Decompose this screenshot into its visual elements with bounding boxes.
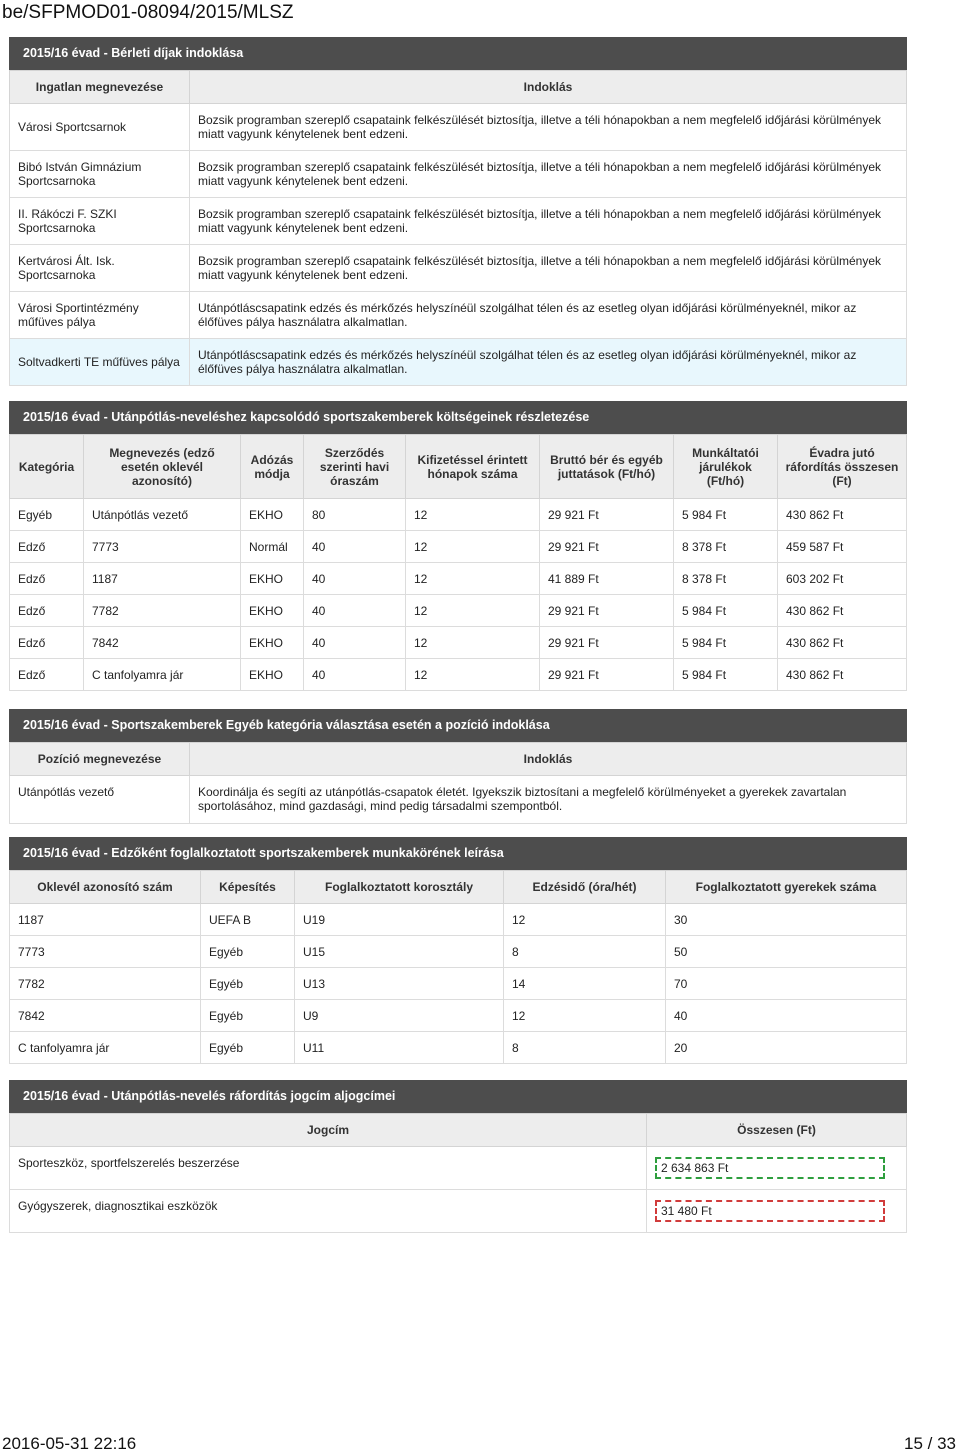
table-cell: 7842 xyxy=(84,627,241,659)
table-row xyxy=(10,1000,907,1032)
section-title: 2015/16 évad - Utánpótlás-nevelés ráfordítás jogcím aljogcímei xyxy=(9,1080,907,1113)
reason-text: Bozsik programban szereplő csapataink felkészülését biztosítja, illetve a téli hónapokban a nem megfelelő időjárási körülmények miatt vagyunk kénytelenek bent edzeni. xyxy=(190,198,907,245)
section-berleti xyxy=(9,37,907,386)
property-name: Városi Sportintézmény műfüves pálya xyxy=(10,292,190,339)
column-header: Adózás módja xyxy=(241,435,304,499)
section-pozicio xyxy=(9,709,907,824)
table-cell: 70 xyxy=(666,968,907,1000)
table-cell: 430 862 Ft xyxy=(778,659,907,691)
footer-page-number: 15 / 33 xyxy=(904,1434,956,1453)
table-cell: EKHO xyxy=(241,499,304,531)
table-cell: 80 xyxy=(304,499,406,531)
table-cell: 8 xyxy=(504,1032,666,1064)
property-name: Városi Sportcsarnok xyxy=(10,104,190,151)
column-header: Indoklás xyxy=(190,743,907,776)
column-header: Megnevezés (edző esetén oklevél azonosító) xyxy=(84,435,241,499)
section-title: 2015/16 évad - Utánpótlás-neveléshez kapcsolódó sportszakemberek költségeinek részletezése xyxy=(9,401,907,434)
table-cell: 1187 xyxy=(10,904,201,936)
table-cell: 29 921 Ft xyxy=(540,659,674,691)
table-cell: 603 202 Ft xyxy=(778,563,907,595)
jogcim-name: Gyógyszerek, diagnosztikai eszközök xyxy=(10,1190,647,1233)
table-cell: 40 xyxy=(304,659,406,691)
table-cell: 12 xyxy=(406,531,540,563)
table-cell: 12 xyxy=(406,659,540,691)
table-cell: 430 862 Ft xyxy=(778,627,907,659)
amount-cell xyxy=(647,1147,907,1190)
table-cell: UEFA B xyxy=(201,904,295,936)
table-cell: 8 378 Ft xyxy=(674,563,778,595)
table-cell: 50 xyxy=(666,936,907,968)
table-cell: Edző xyxy=(10,627,84,659)
column-header: Bruttó bér és egyéb juttatások (Ft/hó) xyxy=(540,435,674,499)
reason-text: Utánpótláscsapatink edzés és mérkőzés helyszínéül szolgálhat télen és az esetleg olyan időjárási körülményeknél, mikor az élőfüves pálya használatra alkalmatlan. xyxy=(190,292,907,339)
footer-datetime: 2016-05-31 22:16 xyxy=(2,1434,137,1453)
column-header: Edzésidő (óra/hét) xyxy=(504,871,666,904)
table-cell: 7782 xyxy=(10,968,201,1000)
table-cell: 7842 xyxy=(10,1000,201,1032)
table-cell: 5 984 Ft xyxy=(674,499,778,531)
table-row xyxy=(10,595,907,627)
table-row xyxy=(10,563,907,595)
column-header: Szerződés szerinti havi óraszám xyxy=(304,435,406,499)
table-cell: 5 984 Ft xyxy=(674,627,778,659)
property-name: Bibó István Gimnázium Sportcsarnoka xyxy=(10,151,190,198)
column-header: Munkáltatói járulékok (Ft/hó) xyxy=(674,435,778,499)
table-cell: U15 xyxy=(295,936,504,968)
table-cell: Edző xyxy=(10,595,84,627)
table-row xyxy=(10,245,907,292)
table-cell: 40 xyxy=(304,595,406,627)
table-row xyxy=(10,531,907,563)
table-cell: 29 921 Ft xyxy=(540,595,674,627)
column-header: Kategória xyxy=(10,435,84,499)
reason-text: Bozsik programban szereplő csapataink felkészülését biztosítja, illetve a téli hónapokban a nem megfelelő időjárási körülmények miatt vagyunk kénytelenek bent edzeni. xyxy=(190,104,907,151)
koltseg-table xyxy=(9,434,907,691)
table-cell: 40 xyxy=(304,563,406,595)
table-cell: 30 xyxy=(666,904,907,936)
table-row xyxy=(10,627,907,659)
table-cell: Egyéb xyxy=(201,1000,295,1032)
table-cell: U13 xyxy=(295,968,504,1000)
reason-text: Utánpótláscsapatink edzés és mérkőzés helyszínéül szolgálhat télen és az esetleg olyan időjárási körülményeknél, mikor az élőfüves pálya használatra alkalmatlan. xyxy=(190,339,907,386)
position-name: Utánpótlás vezető xyxy=(10,776,190,824)
table-row xyxy=(10,151,907,198)
table-row xyxy=(10,1032,907,1064)
table-cell: U11 xyxy=(295,1032,504,1064)
section-title: 2015/16 évad - Sportszakemberek Egyéb kategória választása esetén a pozíció indoklása xyxy=(9,709,907,742)
table-cell: 7773 xyxy=(84,531,241,563)
table-cell: 12 xyxy=(504,904,666,936)
amount-field[interactable]: 31 480 Ft xyxy=(655,1200,885,1222)
table-cell: EKHO xyxy=(241,563,304,595)
table-row xyxy=(10,936,907,968)
document-id: be/SFPMOD01-08094/2015/MLSZ xyxy=(2,2,294,23)
jogcim-table xyxy=(9,1113,907,1233)
table-row xyxy=(10,659,907,691)
table-row xyxy=(10,499,907,531)
column-header: Évadra jutó ráfordítás összesen (Ft) xyxy=(778,435,907,499)
table-cell: U19 xyxy=(295,904,504,936)
column-header: Jogcím xyxy=(10,1114,647,1147)
table-row xyxy=(10,104,907,151)
table-row xyxy=(10,968,907,1000)
column-header: Foglalkoztatott gyerekek száma xyxy=(666,871,907,904)
table-cell: 430 862 Ft xyxy=(778,499,907,531)
table-cell: 40 xyxy=(304,627,406,659)
table-cell: 12 xyxy=(406,563,540,595)
table-cell: 12 xyxy=(504,1000,666,1032)
section-jogcim xyxy=(9,1080,907,1233)
table-cell: 29 921 Ft xyxy=(540,627,674,659)
column-header: Indoklás xyxy=(190,71,907,104)
table-row xyxy=(10,339,907,386)
pozicio-table xyxy=(9,742,907,824)
reason-text: Bozsik programban szereplő csapataink felkészülését biztosítja, illetve a téli hónapokban a nem megfelelő időjárási körülmények miatt vagyunk kénytelenek bent edzeni. xyxy=(190,151,907,198)
munkakor-table xyxy=(9,870,907,1064)
table-cell: 29 921 Ft xyxy=(540,531,674,563)
table-cell: 8 378 Ft xyxy=(674,531,778,563)
table-cell: 40 xyxy=(666,1000,907,1032)
table-row xyxy=(10,1147,907,1190)
table-row xyxy=(10,904,907,936)
table-cell: C tanfolyamra jár xyxy=(10,1032,201,1064)
property-name: II. Rákóczi F. SZKI Sportcsarnoka xyxy=(10,198,190,245)
table-cell: 20 xyxy=(666,1032,907,1064)
table-cell: Egyéb xyxy=(201,936,295,968)
section-title: 2015/16 évad - Edzőként foglalkoztatott sportszakemberek munkakörének leírása xyxy=(9,837,907,870)
table-cell: 29 921 Ft xyxy=(540,499,674,531)
table-cell: EKHO xyxy=(241,627,304,659)
table-row xyxy=(10,292,907,339)
table-cell: Edző xyxy=(10,563,84,595)
table-cell: EKHO xyxy=(241,659,304,691)
table-cell: Utánpótlás vezető xyxy=(84,499,241,531)
column-header: Foglalkoztatott korosztály xyxy=(295,871,504,904)
column-header: Képesítés xyxy=(201,871,295,904)
column-header: Ingatlan megnevezése xyxy=(10,71,190,104)
table-row xyxy=(10,776,907,824)
table-cell: 12 xyxy=(406,595,540,627)
table-cell: C tanfolyamra jár xyxy=(84,659,241,691)
table-row xyxy=(10,198,907,245)
section-title: 2015/16 évad - Bérleti díjak indoklása xyxy=(9,37,907,70)
table-cell: Edző xyxy=(10,659,84,691)
table-cell: EKHO xyxy=(241,595,304,627)
table-cell: 459 587 Ft xyxy=(778,531,907,563)
table-cell: 7782 xyxy=(84,595,241,627)
property-name: Kertvárosi Ált. Isk. Sportcsarnoka xyxy=(10,245,190,292)
table-cell: U9 xyxy=(295,1000,504,1032)
table-cell: Edző xyxy=(10,531,84,563)
column-header: Kifizetéssel érintett hónapok száma xyxy=(406,435,540,499)
property-name: Soltvadkerti TE műfüves pálya xyxy=(10,339,190,386)
table-cell: 5 984 Ft xyxy=(674,595,778,627)
table-cell: Egyéb xyxy=(201,1032,295,1064)
column-header: Oklevél azonosító szám xyxy=(10,871,201,904)
table-cell: 8 xyxy=(504,936,666,968)
reason-text: Koordinálja és segíti az utánpótlás-csapatok életét. Igyekszik biztosítani a megfelelő körülményeket a gyerekek zavartalan sportolásához, mind gazdasági, mind pedig társadalmi szempontból. xyxy=(190,776,907,824)
table-cell: 7773 xyxy=(10,936,201,968)
column-header: Összesen (Ft) xyxy=(647,1114,907,1147)
section-koltseg xyxy=(9,401,907,691)
section-munkakor xyxy=(9,837,907,1064)
table-row xyxy=(10,1190,907,1233)
column-header: Pozíció megnevezése xyxy=(10,743,190,776)
table-cell: 41 889 Ft xyxy=(540,563,674,595)
table-cell: 1187 xyxy=(84,563,241,595)
table-cell: 40 xyxy=(304,531,406,563)
table-cell: Normál xyxy=(241,531,304,563)
table-cell: Egyéb xyxy=(10,499,84,531)
table-cell: 430 862 Ft xyxy=(778,595,907,627)
table-cell: 12 xyxy=(406,627,540,659)
reason-text: Bozsik programban szereplő csapataink felkészülését biztosítja, illetve a téli hónapokban a nem megfelelő időjárási körülmények miatt vagyunk kénytelenek bent edzeni. xyxy=(190,245,907,292)
amount-cell xyxy=(647,1190,907,1233)
amount-field[interactable]: 2 634 863 Ft xyxy=(655,1157,885,1179)
berleti-table xyxy=(9,70,907,386)
table-cell: 5 984 Ft xyxy=(674,659,778,691)
table-cell: 12 xyxy=(406,499,540,531)
jogcim-name: Sporteszköz, sportfelszerelés beszerzése xyxy=(10,1147,647,1190)
table-cell: Egyéb xyxy=(201,968,295,1000)
table-cell: 14 xyxy=(504,968,666,1000)
